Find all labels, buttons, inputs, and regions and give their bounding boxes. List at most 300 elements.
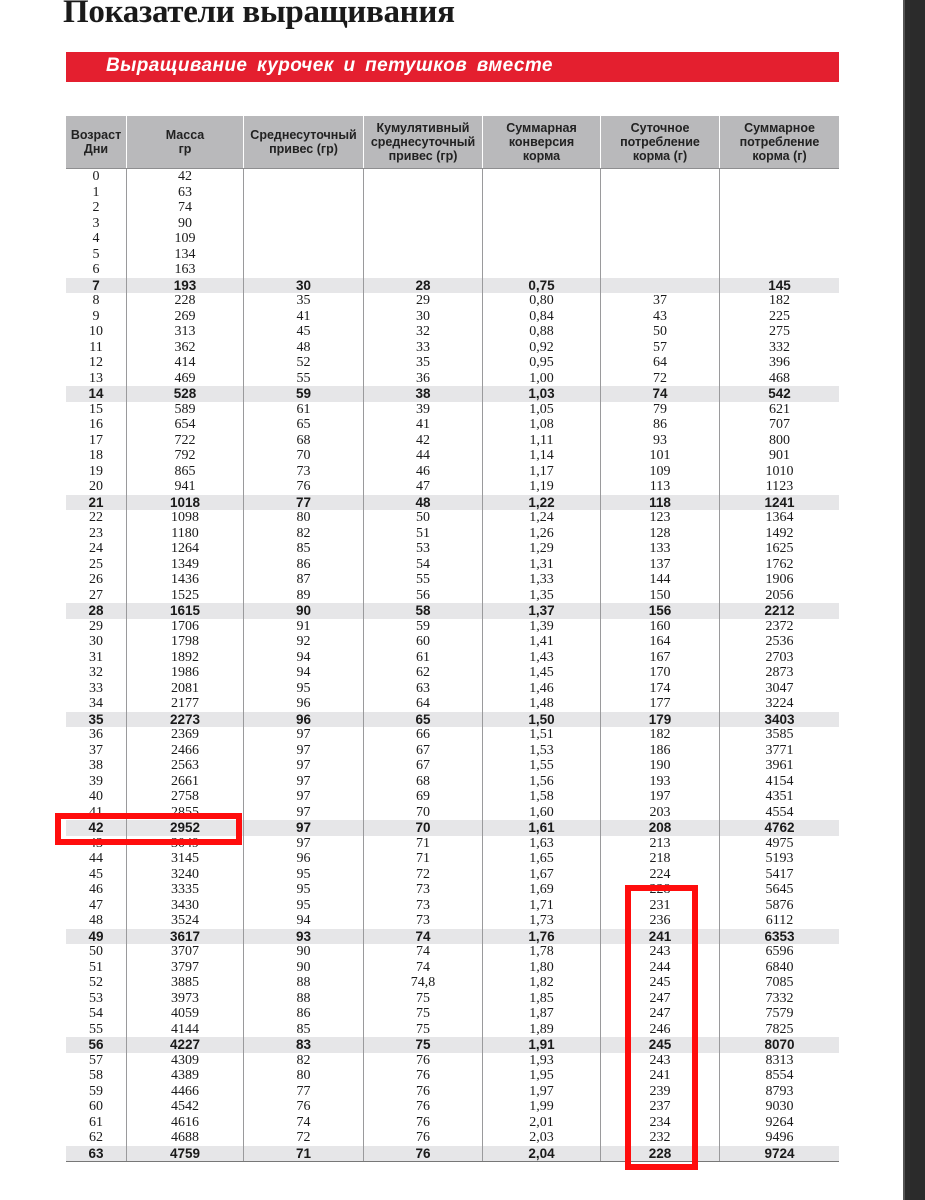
cell-daily-feed: 243 <box>600 1053 719 1069</box>
cell-age: 33 <box>89 680 103 696</box>
cell-cumulative-gain: 72 <box>363 867 482 883</box>
cell-age: 58 <box>89 1068 103 1084</box>
cell-total-feed: 1010 <box>719 464 839 480</box>
cell-daily-feed <box>600 200 719 216</box>
cell-total-feed: 2212 <box>719 603 839 619</box>
cell-feed-conversion: 0,80 <box>482 293 600 309</box>
cell-daily-feed: 247 <box>600 1006 719 1022</box>
cell-cumulative-gain: 73 <box>363 882 482 898</box>
header-daily-gain: Среднесуточный привес (гр) <box>243 116 363 168</box>
cell-age: 52 <box>89 975 103 991</box>
cell-feed-conversion: 2,03 <box>482 1130 600 1146</box>
table-row <box>66 510 839 526</box>
cell-age: 63 <box>88 1145 104 1161</box>
cell-daily-gain: 95 <box>243 898 363 914</box>
cell-feed-conversion <box>482 231 600 247</box>
table-row <box>66 1099 839 1115</box>
cell-total-feed: 3047 <box>719 681 839 697</box>
cell-mass: 3335 <box>126 882 243 898</box>
cell-age: 54 <box>89 1006 103 1022</box>
cell-cumulative-gain: 51 <box>363 526 482 542</box>
cell-age: 39 <box>89 773 103 789</box>
cell-feed-conversion: 1,17 <box>482 464 600 480</box>
cell-daily-gain: 97 <box>243 727 363 743</box>
cell-age: 38 <box>89 758 103 774</box>
cell-daily-feed: 72 <box>600 371 719 387</box>
cell-mass: 90 <box>126 216 243 232</box>
cell-mass: 1264 <box>126 541 243 557</box>
cell-cumulative-gain: 36 <box>363 371 482 387</box>
cell-age: 43 <box>89 835 103 851</box>
table-row <box>66 355 839 371</box>
cell-cumulative-gain <box>363 262 482 278</box>
cell-mass: 1798 <box>126 634 243 650</box>
cell-total-feed <box>719 247 839 263</box>
cell-age: 41 <box>89 804 103 820</box>
cell-daily-gain: 88 <box>243 991 363 1007</box>
cell-age: 42 <box>88 820 104 836</box>
cell-cumulative-gain: 35 <box>363 355 482 371</box>
cell-cumulative-gain: 38 <box>363 386 482 402</box>
cell-feed-conversion: 1,71 <box>482 898 600 914</box>
cell-mass: 2466 <box>126 743 243 759</box>
cell-total-feed: 182 <box>719 293 839 309</box>
cell-mass: 269 <box>126 309 243 325</box>
cell-total-feed: 3224 <box>719 696 839 712</box>
cell-mass: 1349 <box>126 557 243 573</box>
cell-feed-conversion: 1,67 <box>482 867 600 883</box>
cell-daily-gain <box>243 231 363 247</box>
cell-age: 27 <box>89 587 103 603</box>
cell-feed-conversion: 1,29 <box>482 541 600 557</box>
cell-mass: 193 <box>126 278 243 294</box>
cell-daily-gain: 97 <box>243 743 363 759</box>
cell-total-feed: 1364 <box>719 510 839 526</box>
cell-daily-feed: 197 <box>600 789 719 805</box>
cell-age: 18 <box>89 448 103 464</box>
cell-mass: 4059 <box>126 1006 243 1022</box>
table-row <box>66 789 839 805</box>
cell-age: 49 <box>88 928 104 944</box>
cell-age: 28 <box>88 603 104 619</box>
table-header <box>66 116 839 169</box>
cell-total-feed: 275 <box>719 324 839 340</box>
cell-feed-conversion <box>482 185 600 201</box>
cell-age: 24 <box>89 541 103 557</box>
cell-feed-conversion: 1,43 <box>482 650 600 666</box>
cell-cumulative-gain: 76 <box>363 1053 482 1069</box>
table-row <box>66 681 839 697</box>
cell-total-feed: 2703 <box>719 650 839 666</box>
cell-mass: 722 <box>126 433 243 449</box>
cell-feed-conversion: 0,88 <box>482 324 600 340</box>
cell-daily-gain: 88 <box>243 975 363 991</box>
cell-total-feed: 1762 <box>719 557 839 573</box>
cell-daily-gain: 61 <box>243 402 363 418</box>
cell-feed-conversion: 1,69 <box>482 882 600 898</box>
cell-age: 6 <box>92 262 100 278</box>
header-feed-conversion: Суммарная конверсия корма <box>482 116 600 168</box>
cell-mass: 2177 <box>126 696 243 712</box>
cell-feed-conversion: 1,87 <box>482 1006 600 1022</box>
cell-daily-gain <box>243 200 363 216</box>
cell-feed-conversion: 1,45 <box>482 665 600 681</box>
cell-total-feed: 2536 <box>719 634 839 650</box>
cell-feed-conversion: 1,26 <box>482 526 600 542</box>
cell-age: 60 <box>89 1099 103 1115</box>
cell-daily-feed: 164 <box>600 634 719 650</box>
cell-age: 21 <box>88 494 104 510</box>
cell-total-feed: 4975 <box>719 836 839 852</box>
cell-total-feed: 542 <box>719 386 839 402</box>
cell-age: 25 <box>89 556 103 572</box>
cell-total-feed <box>719 262 839 278</box>
cell-age: 22 <box>89 510 103 526</box>
cell-cumulative-gain: 55 <box>363 572 482 588</box>
cell-total-feed: 8313 <box>719 1053 839 1069</box>
cell-total-feed: 332 <box>719 340 839 356</box>
cell-mass: 4616 <box>126 1115 243 1131</box>
cell-total-feed: 6353 <box>719 929 839 945</box>
table-row <box>66 603 839 619</box>
cell-feed-conversion: 1,89 <box>482 1022 600 1038</box>
cell-mass: 1892 <box>126 650 243 666</box>
cell-total-feed: 3961 <box>719 758 839 774</box>
cell-total-feed: 8070 <box>719 1037 839 1053</box>
cell-daily-feed: 245 <box>600 1037 719 1053</box>
cell-age: 26 <box>89 572 103 588</box>
cell-mass: 941 <box>126 479 243 495</box>
cell-cumulative-gain: 65 <box>363 712 482 728</box>
cell-daily-feed: 243 <box>600 944 719 960</box>
cell-mass: 1986 <box>126 665 243 681</box>
cell-daily-gain: 95 <box>243 882 363 898</box>
cell-mass: 313 <box>126 324 243 340</box>
cell-daily-feed <box>600 231 719 247</box>
cell-total-feed: 8793 <box>719 1084 839 1100</box>
cell-daily-gain <box>243 247 363 263</box>
cell-total-feed: 5193 <box>719 851 839 867</box>
table-row <box>66 309 839 325</box>
cell-feed-conversion <box>482 169 600 185</box>
cell-age: 47 <box>89 897 103 913</box>
cell-age: 44 <box>89 851 103 867</box>
cell-mass: 3240 <box>126 867 243 883</box>
cell-feed-conversion: 1,08 <box>482 417 600 433</box>
cell-daily-feed: 246 <box>600 1022 719 1038</box>
cell-daily-gain: 77 <box>243 495 363 511</box>
cell-cumulative-gain: 74 <box>363 960 482 976</box>
cell-cumulative-gain: 63 <box>363 681 482 697</box>
cell-mass: 2369 <box>126 727 243 743</box>
cell-daily-feed: 247 <box>600 991 719 1007</box>
cell-mass: 654 <box>126 417 243 433</box>
cell-total-feed: 3585 <box>719 727 839 743</box>
cell-daily-feed: 179 <box>600 712 719 728</box>
table-row <box>66 650 839 666</box>
cell-daily-gain: 94 <box>243 665 363 681</box>
cell-age: 56 <box>88 1037 104 1053</box>
cell-total-feed: 621 <box>719 402 839 418</box>
cell-feed-conversion: 1,53 <box>482 743 600 759</box>
cell-total-feed: 3771 <box>719 743 839 759</box>
cell-daily-gain: 92 <box>243 634 363 650</box>
cell-feed-conversion: 1,03 <box>482 386 600 402</box>
table-row <box>66 758 839 774</box>
cell-cumulative-gain: 48 <box>363 495 482 511</box>
cell-daily-gain: 55 <box>243 371 363 387</box>
cell-age: 20 <box>89 479 103 495</box>
table-row <box>66 324 839 340</box>
table-row <box>66 1084 839 1100</box>
cell-mass: 1706 <box>126 619 243 635</box>
cell-feed-conversion: 0,92 <box>482 340 600 356</box>
cell-mass: 63 <box>126 185 243 201</box>
cell-daily-feed: 174 <box>600 681 719 697</box>
cell-feed-conversion: 1,97 <box>482 1084 600 1100</box>
cell-cumulative-gain: 75 <box>363 1022 482 1038</box>
cell-daily-gain: 97 <box>243 805 363 821</box>
header-total-feed: Суммарное потребление корма (г) <box>719 116 839 168</box>
cell-mass: 2563 <box>126 758 243 774</box>
cell-cumulative-gain: 76 <box>363 1146 482 1162</box>
cell-daily-gain: 96 <box>243 851 363 867</box>
cell-feed-conversion: 1,19 <box>482 479 600 495</box>
cell-feed-conversion: 1,85 <box>482 991 600 1007</box>
cell-age: 53 <box>89 990 103 1006</box>
cell-daily-gain: 90 <box>243 603 363 619</box>
cell-cumulative-gain: 69 <box>363 789 482 805</box>
table-row <box>66 541 839 557</box>
table-row <box>66 262 839 278</box>
table-row <box>66 417 839 433</box>
cell-total-feed: 3403 <box>719 712 839 728</box>
cell-daily-gain: 59 <box>243 386 363 402</box>
cell-mass: 1615 <box>126 603 243 619</box>
cell-cumulative-gain: 76 <box>363 1130 482 1146</box>
table-row <box>66 1022 839 1038</box>
cell-total-feed: 4351 <box>719 789 839 805</box>
cell-cumulative-gain: 58 <box>363 603 482 619</box>
cell-age: 5 <box>92 246 100 262</box>
cell-daily-feed: 109 <box>600 464 719 480</box>
cell-total-feed: 4554 <box>719 805 839 821</box>
cell-cumulative-gain: 68 <box>363 774 482 790</box>
cell-age: 34 <box>89 696 103 712</box>
cell-age: 36 <box>89 727 103 743</box>
cell-mass: 362 <box>126 340 243 356</box>
table-body <box>66 169 839 1162</box>
cell-age: 55 <box>89 1021 103 1037</box>
cell-feed-conversion: 0,75 <box>482 278 600 294</box>
cell-age: 37 <box>89 742 103 758</box>
cell-age: 11 <box>89 339 103 355</box>
cell-daily-gain: 97 <box>243 774 363 790</box>
cell-feed-conversion: 1,14 <box>482 448 600 464</box>
cell-age: 46 <box>89 882 103 898</box>
cell-daily-gain <box>243 169 363 185</box>
table-row <box>66 169 839 185</box>
cell-cumulative-gain: 54 <box>363 557 482 573</box>
cell-feed-conversion: 1,58 <box>482 789 600 805</box>
cell-mass: 1436 <box>126 572 243 588</box>
cell-daily-feed: 43 <box>600 309 719 325</box>
cell-cumulative-gain: 71 <box>363 836 482 852</box>
cell-mass: 1018 <box>126 495 243 511</box>
cell-feed-conversion: 1,60 <box>482 805 600 821</box>
cell-mass: 42 <box>126 169 243 185</box>
cell-mass: 4466 <box>126 1084 243 1100</box>
table-row <box>66 898 839 914</box>
cell-daily-feed: 160 <box>600 619 719 635</box>
cell-total-feed: 8554 <box>719 1068 839 1084</box>
cell-daily-feed: 236 <box>600 913 719 929</box>
cell-feed-conversion: 1,50 <box>482 712 600 728</box>
cell-cumulative-gain: 76 <box>363 1068 482 1084</box>
cell-cumulative-gain: 61 <box>363 650 482 666</box>
cell-age: 59 <box>89 1083 103 1099</box>
table-row <box>66 836 839 852</box>
cell-daily-feed: 237 <box>600 1099 719 1115</box>
table-row <box>66 526 839 542</box>
cell-mass: 2273 <box>126 712 243 728</box>
cell-total-feed <box>719 169 839 185</box>
cell-total-feed <box>719 216 839 232</box>
cell-daily-gain: 89 <box>243 588 363 604</box>
cell-daily-feed: 232 <box>600 1130 719 1146</box>
cell-age: 61 <box>89 1114 103 1130</box>
cell-daily-feed: 244 <box>600 960 719 976</box>
cell-daily-gain: 85 <box>243 1022 363 1038</box>
cell-daily-gain: 97 <box>243 758 363 774</box>
cell-mass: 3524 <box>126 913 243 929</box>
cell-feed-conversion: 1,93 <box>482 1053 600 1069</box>
cell-mass: 4227 <box>126 1037 243 1053</box>
cell-feed-conversion: 1,95 <box>482 1068 600 1084</box>
cell-total-feed: 6112 <box>719 913 839 929</box>
cell-daily-feed: 208 <box>600 820 719 836</box>
cell-daily-gain: 82 <box>243 526 363 542</box>
cell-cumulative-gain: 75 <box>363 1037 482 1053</box>
cell-mass: 109 <box>126 231 243 247</box>
header-age: Возраст Дни <box>70 128 122 156</box>
page-title: Показатели выращивания <box>63 0 455 30</box>
cell-daily-gain: 41 <box>243 309 363 325</box>
cell-daily-feed <box>600 169 719 185</box>
table-row <box>66 944 839 960</box>
cell-mass: 589 <box>126 402 243 418</box>
table-row <box>66 340 839 356</box>
cell-total-feed: 7579 <box>719 1006 839 1022</box>
cell-cumulative-gain: 33 <box>363 340 482 356</box>
cell-daily-feed <box>600 216 719 232</box>
cell-mass: 2855 <box>126 805 243 821</box>
subtitle-text: Выращивание курочек и петушков вместе <box>106 55 553 76</box>
cell-daily-gain: 71 <box>243 1146 363 1162</box>
cell-daily-gain: 85 <box>243 541 363 557</box>
table-row <box>66 634 839 650</box>
cell-daily-gain <box>243 216 363 232</box>
cell-daily-feed: 203 <box>600 805 719 821</box>
cell-feed-conversion: 2,01 <box>482 1115 600 1131</box>
cell-cumulative-gain <box>363 247 482 263</box>
cell-cumulative-gain: 70 <box>363 820 482 836</box>
cell-mass: 1525 <box>126 588 243 604</box>
cell-daily-gain: 76 <box>243 1099 363 1115</box>
cell-daily-gain: 65 <box>243 417 363 433</box>
cell-mass: 4309 <box>126 1053 243 1069</box>
cell-age: 2 <box>92 200 100 216</box>
cell-cumulative-gain: 76 <box>363 1099 482 1115</box>
table-row <box>66 882 839 898</box>
table-row <box>66 619 839 635</box>
cell-daily-gain <box>243 262 363 278</box>
cell-daily-gain: 83 <box>243 1037 363 1053</box>
cell-age: 48 <box>89 913 103 929</box>
cell-cumulative-gain: 62 <box>363 665 482 681</box>
cell-mass: 792 <box>126 448 243 464</box>
table-row <box>66 929 839 945</box>
cell-cumulative-gain: 60 <box>363 634 482 650</box>
cell-daily-feed: 150 <box>600 588 719 604</box>
cell-daily-feed: 193 <box>600 774 719 790</box>
cell-cumulative-gain: 66 <box>363 727 482 743</box>
cell-daily-feed: 101 <box>600 448 719 464</box>
cell-feed-conversion: 1,82 <box>482 975 600 991</box>
table-row <box>66 200 839 216</box>
table-row <box>66 696 839 712</box>
cell-cumulative-gain: 56 <box>363 588 482 604</box>
table-row <box>66 231 839 247</box>
growth-table <box>66 116 839 1162</box>
cell-age: 3 <box>92 215 100 231</box>
cell-feed-conversion: 2,04 <box>482 1146 600 1162</box>
cell-daily-feed: 241 <box>600 929 719 945</box>
cell-cumulative-gain: 70 <box>363 805 482 821</box>
cell-daily-gain: 93 <box>243 929 363 945</box>
cell-feed-conversion <box>482 262 600 278</box>
cell-mass: 2661 <box>126 774 243 790</box>
cell-age: 0 <box>92 169 100 185</box>
cell-daily-gain: 96 <box>243 696 363 712</box>
table-row <box>66 278 839 294</box>
cell-daily-feed: 231 <box>600 898 719 914</box>
cell-age: 1 <box>92 184 100 200</box>
cell-mass: 4759 <box>126 1146 243 1162</box>
cell-cumulative-gain <box>363 216 482 232</box>
table-row <box>66 185 839 201</box>
cell-daily-feed <box>600 278 719 294</box>
cell-total-feed: 145 <box>719 278 839 294</box>
right-edge-border <box>903 0 925 1200</box>
cell-daily-feed: 64 <box>600 355 719 371</box>
cell-mass: 528 <box>126 386 243 402</box>
cell-total-feed: 7332 <box>719 991 839 1007</box>
cell-feed-conversion: 1,37 <box>482 603 600 619</box>
cell-mass: 3049 <box>126 836 243 852</box>
cell-mass: 865 <box>126 464 243 480</box>
cell-age: 10 <box>89 324 103 340</box>
cell-feed-conversion: 0,95 <box>482 355 600 371</box>
cell-total-feed: 9496 <box>719 1130 839 1146</box>
cell-daily-feed: 50 <box>600 324 719 340</box>
cell-total-feed <box>719 231 839 247</box>
cell-cumulative-gain: 32 <box>363 324 482 340</box>
cell-total-feed <box>719 185 839 201</box>
cell-daily-gain <box>243 185 363 201</box>
cell-daily-gain: 76 <box>243 479 363 495</box>
table-row <box>66 371 839 387</box>
